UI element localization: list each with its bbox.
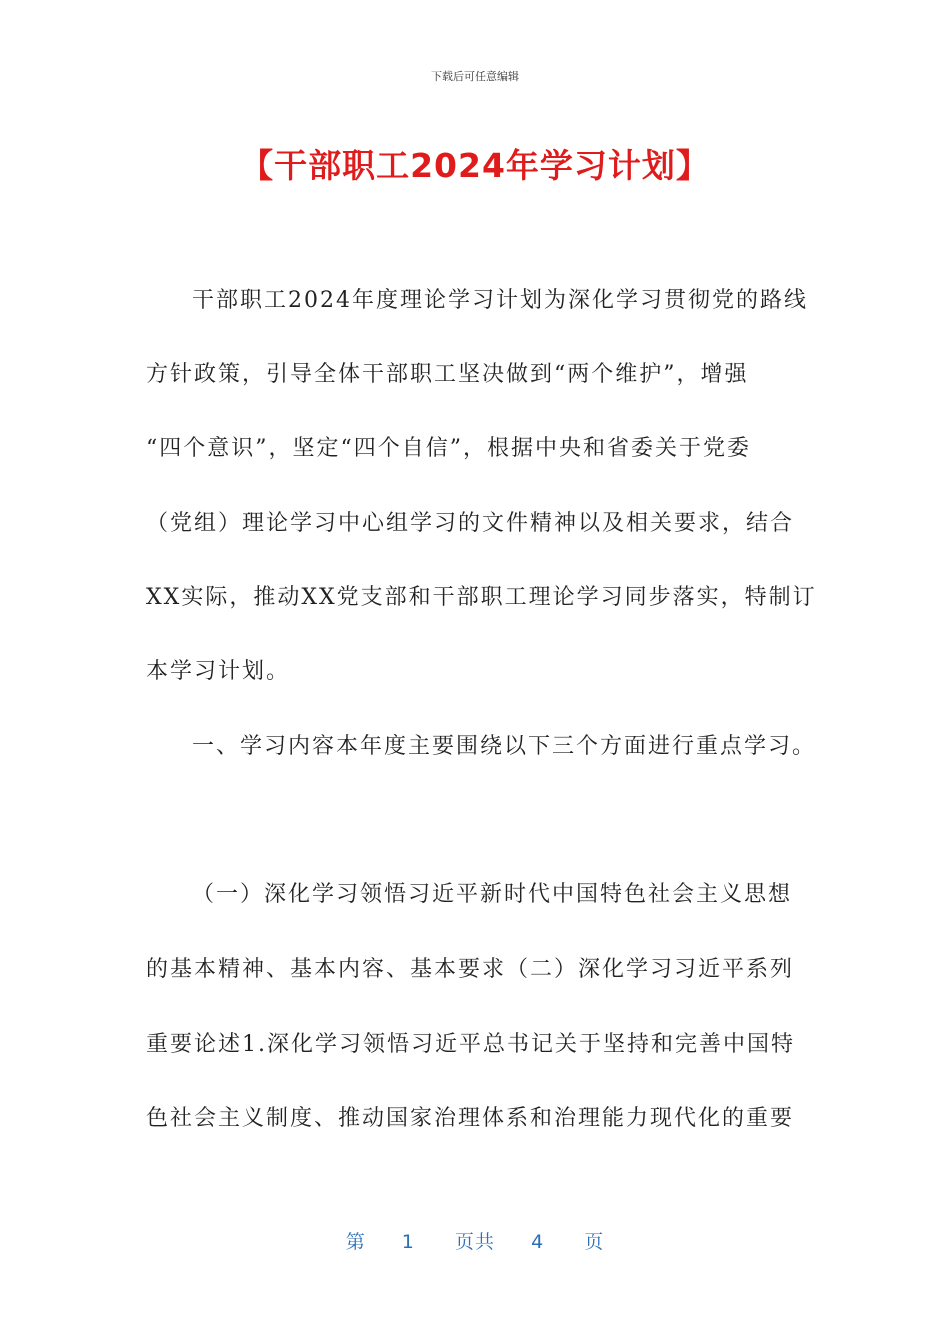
current-page-number: 1 <box>401 1231 415 1253</box>
document-title: 【干部职工2024年学习计划】 <box>240 146 710 185</box>
body-line: 色社会主义制度、推动国家治理体系和治理能力现代化的重要 <box>146 1106 795 1131</box>
body-line: “四个意识”，坚定“四个自信”，根据中央和省委关于党委 <box>146 436 751 461</box>
body-line: 的基本精神、基本内容、基本要求（二）深化学习习近平系列 <box>146 957 795 982</box>
total-pages-number: 4 <box>531 1231 545 1253</box>
footer-suffix: 页 <box>584 1231 605 1253</box>
header-note: 下载后可任意编辑 <box>431 70 519 83</box>
body-line: XX实际，推动XX党支部和干部职工理论学习同步落实，特制订 <box>146 585 817 610</box>
body-line: （党组）理论学习中心组学习的文件精神以及相关要求，结合 <box>146 511 795 536</box>
page-footer <box>0 1227 950 1254</box>
body-line: 干部职工2024年度理论学习计划为深化学习贯彻党的路线 <box>192 288 808 313</box>
body-line: 重要论述1.深化学习领悟习近平总书记关于坚持和完善中国特 <box>146 1032 795 1057</box>
body-line: （一）深化学习领悟习近平新时代中国特色社会主义思想 <box>192 882 793 907</box>
footer-middle: 页共 <box>454 1231 495 1253</box>
footer-prefix: 第 <box>345 1231 366 1253</box>
body-line: 方针政策，引导全体干部职工坚决做到“两个维护”，增强 <box>146 362 749 387</box>
body-line: 一、学习内容本年度主要围绕以下三个方面进行重点学习。 <box>192 734 817 759</box>
body-line: 本学习计划。 <box>146 659 291 684</box>
